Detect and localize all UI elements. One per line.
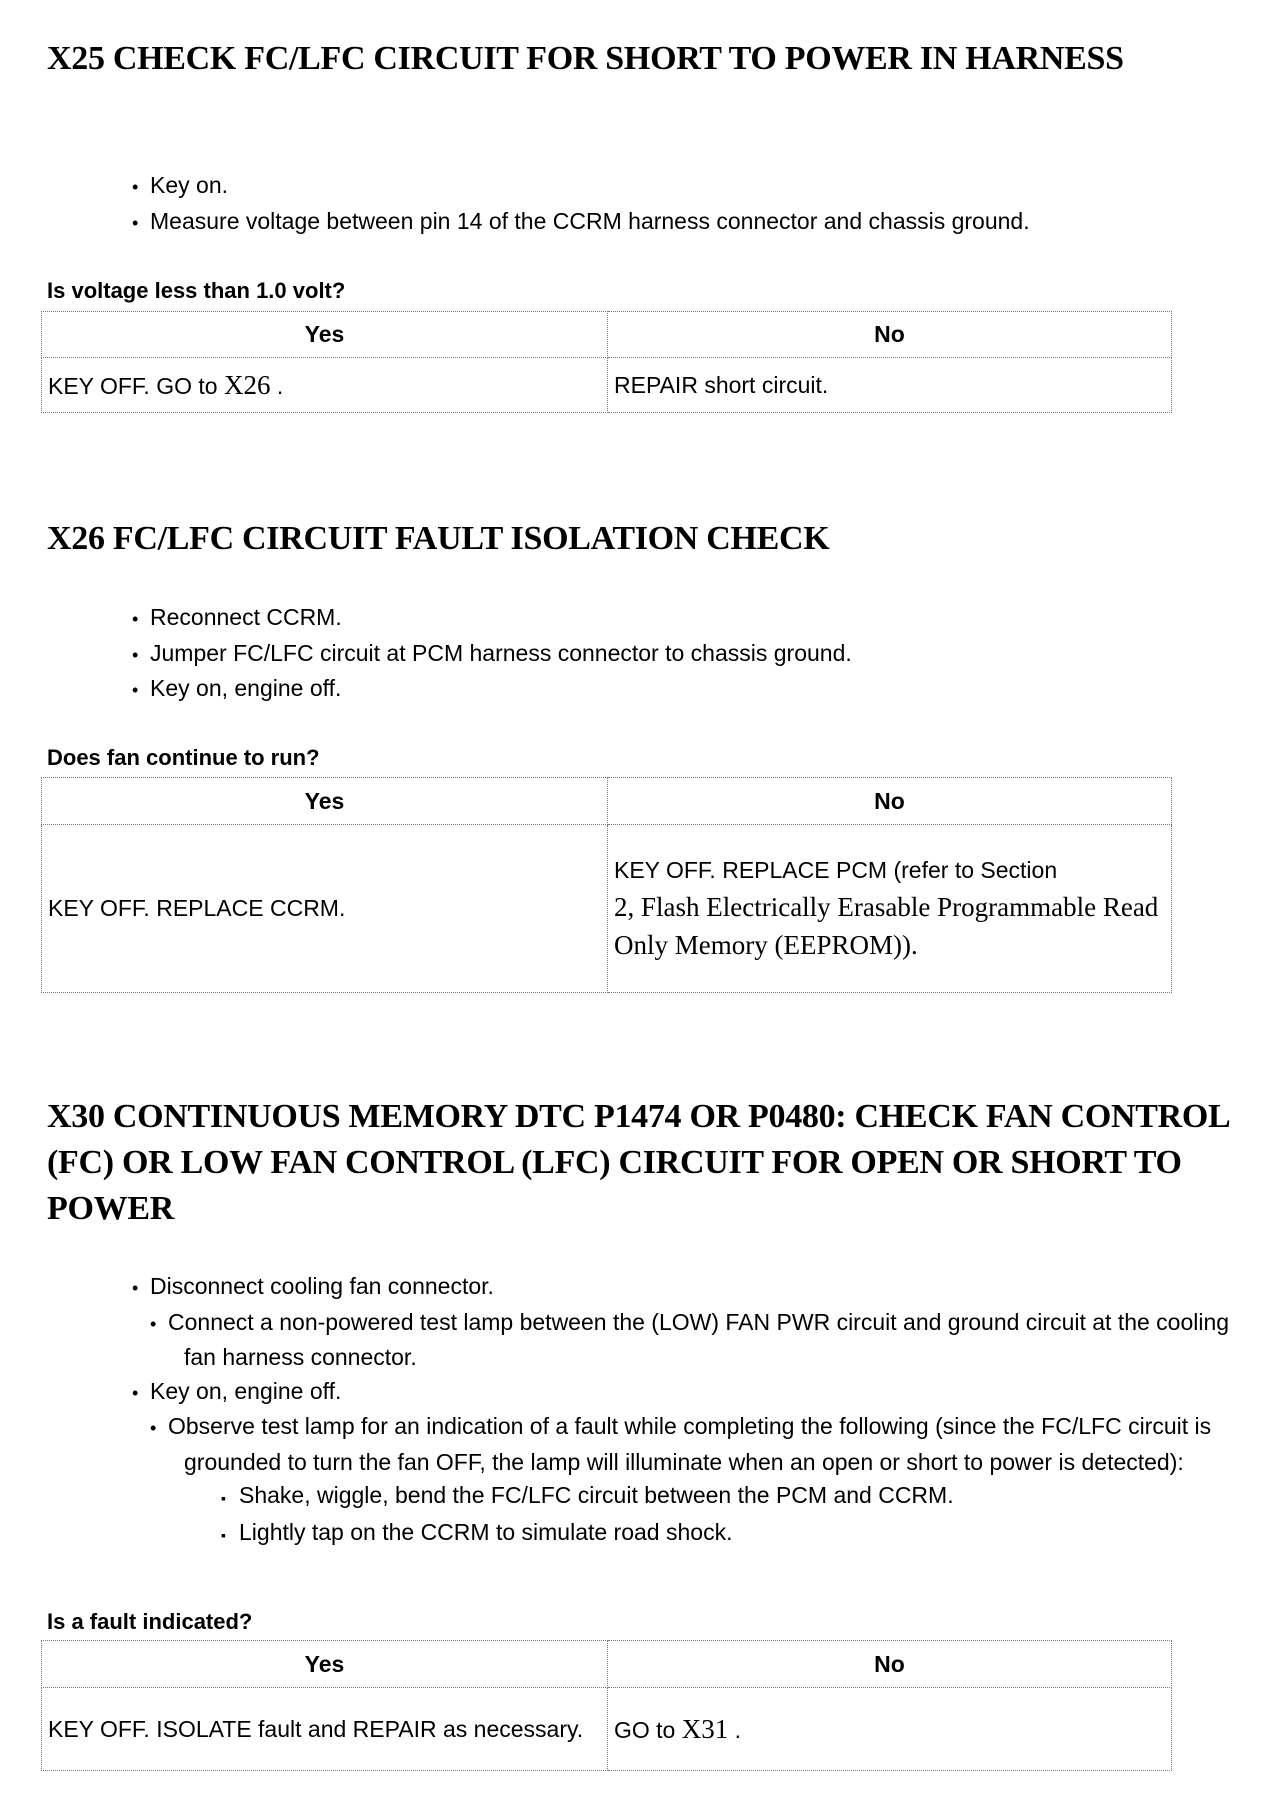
yes-header: Yes: [42, 778, 608, 825]
no-tail: .: [734, 1716, 742, 1743]
yes-tail: .: [276, 372, 284, 399]
result-table-x26: [41, 777, 1172, 993]
no-text: GO to: [614, 1716, 676, 1743]
no-reference[interactable]: 2, Flash Electrically Erasable Programmable Read Only Memory (EEPROM)).: [614, 892, 1159, 960]
question-x30: Is a fault indicated?: [47, 1609, 253, 1634]
no-header: No: [608, 778, 1172, 825]
no-cell: REPAIR short circuit.: [608, 358, 1172, 413]
section-title-x26: X26 FC/LFC CIRCUIT FAULT ISOLATION CHECK: [47, 520, 830, 557]
link-x31[interactable]: X31: [681, 1713, 729, 1744]
section-title-x30: X30 CONTINUOUS MEMORY DTC P1474 OR P0480: CHECK FAN CONTROL (FC) OR LOW FAN CONTROL (LFC) CIRCUIT FOR OPEN OR SHORT TO POWER: [47, 1098, 1229, 1227]
substep: ▪ Lightly tap on the CCRM to simulate road shock.: [132, 1516, 1252, 1553]
step: • Measure voltage between pin 14 of the CCRM harness connector and chassis ground.: [132, 205, 1252, 241]
yes-header: Yes: [42, 1641, 608, 1688]
no-header: No: [608, 1641, 1172, 1688]
substep: ▪ Shake, wiggle, bend the FC/LFC circuit between the PCM and CCRM.: [132, 1479, 1252, 1516]
step: • Key on, engine off.: [132, 1375, 1252, 1411]
steps-list-x26: [132, 601, 1252, 708]
no-header: No: [608, 312, 1172, 358]
section-title-x25: X25 CHECK FC/LFC CIRCUIT FOR SHORT TO POWER IN HARNESS: [47, 40, 1124, 77]
yes-cell: [42, 358, 608, 413]
step: • Reconnect CCRM.: [132, 601, 1252, 637]
step: • Disconnect cooling fan connector.: [132, 1270, 1252, 1306]
steps-list-x30: [132, 1270, 1252, 1552]
no-text: KEY OFF. REPLACE PCM (refer to Section: [614, 857, 1058, 883]
step: • Key on.: [132, 169, 1252, 205]
step: • Observe test lamp for an indication of a fault while completing the following (since the FC/LFC circuit is grounded to turn the fan OFF, the lamp will illuminate when an open or short to power is detected):: [132, 1410, 1252, 1479]
link-x26[interactable]: X26: [223, 369, 271, 400]
yes-text: KEY OFF. GO to: [48, 372, 218, 399]
yes-header: Yes: [42, 312, 608, 358]
step: • Jumper FC/LFC circuit at PCM harness connector to chassis ground.: [132, 637, 1252, 673]
no-cell: [608, 1688, 1172, 1771]
step: • Key on, engine off.: [132, 672, 1252, 708]
question-x25: Is voltage less than 1.0 volt?: [47, 278, 346, 303]
step: • Connect a non-powered test lamp between the (LOW) FAN PWR circuit and ground circuit at the cooling fan harness connector.: [132, 1306, 1252, 1375]
steps-list-x25: [132, 169, 1252, 240]
result-table-x25: [41, 311, 1172, 413]
no-cell: [608, 825, 1172, 993]
result-table-x30: [41, 1640, 1172, 1771]
question-x26: Does fan continue to run?: [47, 745, 320, 770]
yes-cell: KEY OFF. ISOLATE fault and REPAIR as necessary.: [42, 1688, 608, 1771]
yes-cell: KEY OFF. REPLACE CCRM.: [42, 825, 608, 993]
